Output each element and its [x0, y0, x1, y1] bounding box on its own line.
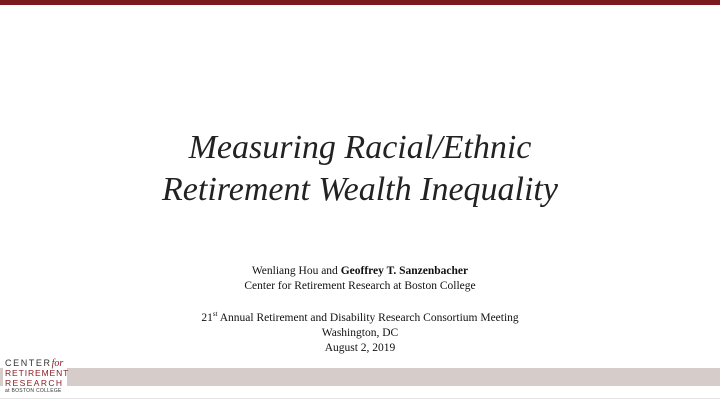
- authors-block: [0, 264, 720, 294]
- affiliation: Center for Retirement Research at Boston College: [244, 280, 476, 292]
- top-accent-bar: [0, 0, 720, 5]
- meeting-name-line: [0, 311, 720, 326]
- author-1: Wenliang Hou: [251, 265, 319, 277]
- logo-line-3: RESEARCH: [5, 378, 64, 388]
- meeting-location: Washington, DC: [321, 327, 399, 339]
- meeting-ordinal-suffix: st: [212, 310, 218, 319]
- author-conjunction: and: [321, 265, 338, 277]
- footer-band: [0, 368, 720, 386]
- logo-for-text: for: [51, 358, 64, 369]
- author-2: Geoffrey T. Sanzenbacher: [340, 265, 469, 277]
- meeting-date: August 2, 2019: [324, 342, 396, 354]
- logo-line-4: at BOSTON COLLEGE: [5, 388, 62, 394]
- logo-center-text: CENTER: [5, 358, 52, 368]
- logo-line-2: RETIREMENT: [5, 368, 70, 378]
- title-line-2: Retirement Wealth Inequality: [162, 171, 558, 208]
- crr-logo: [3, 357, 70, 397]
- meeting-name: Annual Retirement and Disability Research Consortium Meeting: [219, 312, 519, 324]
- meeting-block: [0, 311, 720, 356]
- bottom-divider: [0, 398, 720, 399]
- author-names: [0, 264, 720, 279]
- meeting-ordinal-number: 21: [201, 312, 213, 324]
- slide-title: [0, 127, 720, 211]
- title-line-1: Measuring Racial/Ethnic: [188, 129, 532, 166]
